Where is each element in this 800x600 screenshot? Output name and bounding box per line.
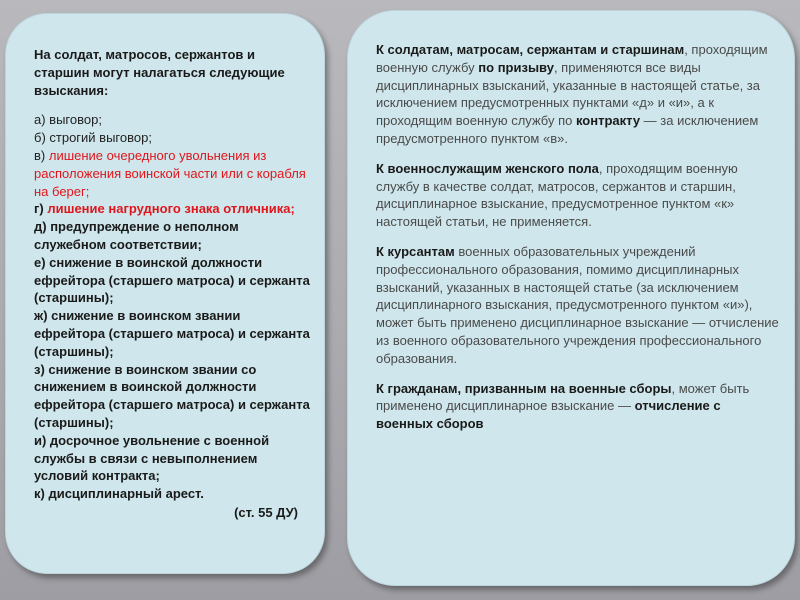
- paragraph-conscripts: [376, 41, 780, 148]
- paragraph-women: [376, 160, 780, 231]
- list-item-v-prefix: в): [34, 147, 49, 163]
- paragraph-reservists-emph: отчисление с военных сборов: [376, 398, 721, 432]
- left-intro: На солдат, матросов, сержантов и старшин могут налагаться следующие взыскания:: [34, 47, 285, 98]
- paragraph-conscripts-lead: К солдатам, матросам, сержантам и старшинам: [376, 42, 685, 57]
- list-item-g-prefix: г): [34, 201, 48, 217]
- list-item-k: к) дисциплинарный арест.: [34, 486, 204, 502]
- paragraph-cadets-text: военных образовательных учреждений профессионального образования, помимо дисциплинарных взысканий, указанных в настоящей статье (за исключением дисциплинарного взыскания, предусмотренного пунктом «и»), может быть применено дисциплинарное взыскание — отчисление из военного образовательного учреждения профессионального образования.: [376, 243, 779, 366]
- list-item-d: д) предупреждение о неполном служебном соответствии;: [34, 219, 239, 252]
- list-item-i: и) досрочное увольнение с военной службы в связи с невыполнением условий контракта;: [34, 432, 270, 484]
- list-item-z: з) снижение в воинском звании со снижением в воинской должности ефрейтора (старшего матроса) и сержанта (старшины);: [34, 361, 310, 430]
- list-item-zh: ж) снижение в воинском звании ефрейтора (старшего матроса) и сержанта (старшины);: [34, 308, 310, 359]
- list-item-g-text: лишение нагрудного знака отличника;: [47, 201, 295, 217]
- paragraph-women-lead: К военнослужащим женского пола: [376, 160, 599, 176]
- paragraph-reservists: [376, 380, 780, 433]
- paragraph-cadets: [376, 243, 780, 368]
- right-panel: [347, 10, 795, 586]
- paragraph-conscripts-text-2: , применяются все виды дисциплинарных взысканий, указанные в настоящей статье, за исключением предусмотренных пунктами «д» и «и», а к проходящим военную службу по: [376, 59, 760, 129]
- paragraph-conscripts-text-1: , проходящим военную службу: [376, 42, 768, 75]
- paragraph-cadets-lead: К курсантам: [376, 243, 455, 259]
- paragraph-reservists-text: , может быть применено дисциплинарное взыскание —: [376, 380, 750, 414]
- list-item-e: е) снижение в воинской должности ефрейтора (старшего матроса) и сержанта (старшины);: [34, 254, 310, 306]
- list-item-b: б) строгий выговор;: [34, 130, 152, 146]
- paragraph-conscripts-text-3: — за исключением предусмотренного пунктом «в».: [376, 113, 759, 146]
- left-panel: [5, 13, 325, 574]
- list-item-a: а) выговор;: [34, 112, 102, 128]
- article-reference: (ст. 55 ДУ): [234, 504, 298, 520]
- list-item-g: [34, 200, 310, 218]
- paragraph-conscripts-emph-2: контракту: [575, 113, 641, 129]
- paragraph-conscripts-emph-1: по призыву: [478, 59, 554, 75]
- paragraph-women-text: , проходящим военную службу в качестве солдат, матросов, сержантов и старшин, дисциплинарное взыскание, предусмотренное пунктом «к» настоящей статьи, не применяется.: [376, 160, 738, 230]
- list-item-v: [34, 147, 310, 200]
- paragraph-reservists-lead: К гражданам, призванным на военные сборы: [376, 380, 672, 396]
- list-item-v-text: лишение очередного увольнения из расположения воинской части или с корабля на берег;: [34, 147, 306, 199]
